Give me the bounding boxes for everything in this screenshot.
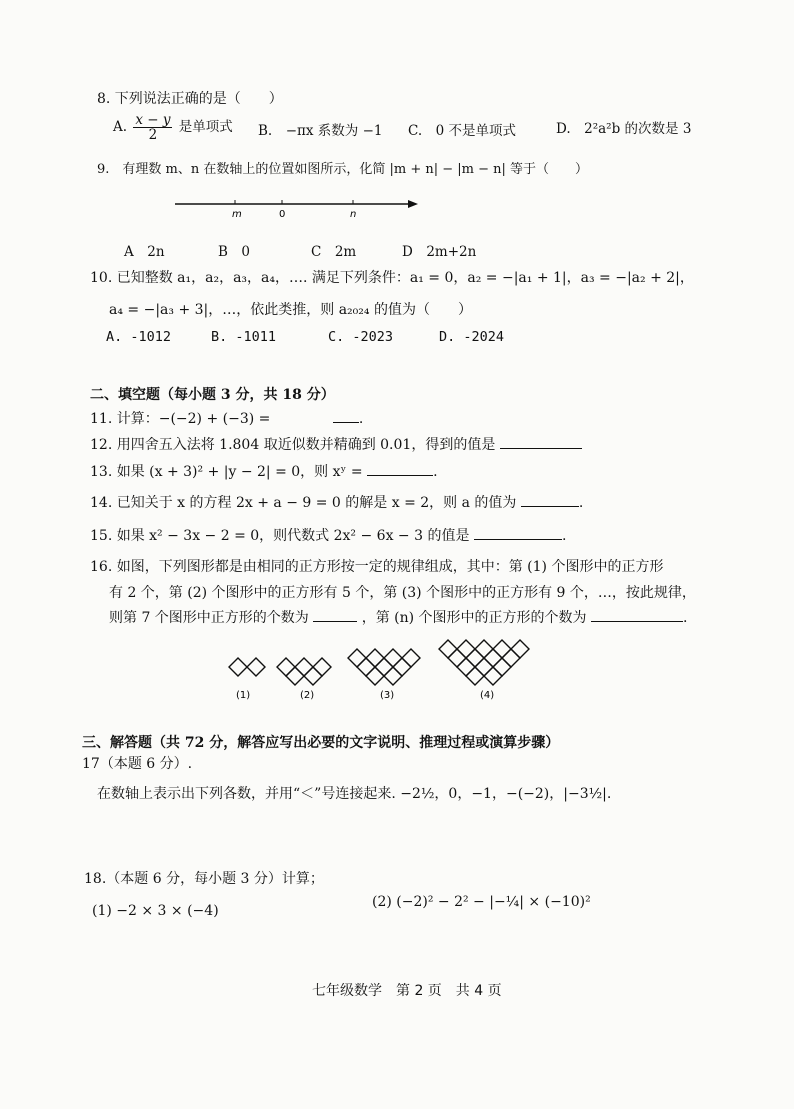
q8-option-a-fraction [133,113,172,142]
q18-part2: (2) (−2)² − 2² − |−¼| × (−10)² [372,894,591,910]
q10-option-d: D. -2024 [439,329,505,345]
fig-label-4: (4) [480,690,495,701]
q16-line2: 有 2 个，第 (2) 个图形中的正方形有 5 个，第 (3) 个图形中的正方形有 9 个，…，按此规律， [109,585,696,601]
q8-option-a-denominator: 2 [148,127,158,144]
q16-answer-blank-1[interactable] [313,609,357,622]
fig-label-3: (3) [380,690,395,701]
axis-label-0: 0 [279,209,286,220]
q8-option-a-numerator: x − y [135,112,171,128]
q10-option-a: A. -1012 [106,329,172,345]
q8-option-b: B. −πx 系数为 −1 [258,123,383,139]
q11-text: 11. 计算：−(−2) + (−3) = [90,411,271,427]
q16-line3: 则第 7 个图形中正方形的个数为 ，第 (n) 个图形中的正方形的个数为 . [109,610,688,626]
q11-answer-blank[interactable] [333,410,359,423]
q9-option-b: B 0 [218,244,251,260]
q17-body: 在数轴上表示出下列各数，并用“＜”号连接起来. −2½，0，−1，−(−2)，|−3½|. [97,786,612,802]
axis-label-m: m [232,209,242,220]
q13-text: 13. 如果 (x + 3)² + |y − 2| = 0，则 xʸ = [90,464,363,480]
q12 [90,434,582,454]
q9-stem: 9. 有理数 m、n 在数轴上的位置如图所示，化简 |m + n| − |m − n| 等于（ ） [97,162,589,177]
q14-answer-blank[interactable] [521,494,579,507]
q10-option-b: B. -1011 [211,329,277,345]
q13-answer-blank[interactable] [367,463,433,476]
q9-option-c: C 2m [311,244,357,260]
q14-text: 14. 已知关于 x 的方程 2x + a − 9 = 0 的解是 x = 2，则 a 的值为 [90,495,517,511]
q10-line1: 10. 已知整数 a₁，a₂，a₃，a₄，…. 满足下列条件：a₁ = 0，a₂ = −|a₁ + 1|，a₃ = −|a₂ + 2|， [90,270,694,286]
fig-label-1: (1) [236,690,251,701]
section3-title: 三、解答题（共 72 分，解答应写出必要的文字说明、推理过程或演算步骤） [82,735,560,751]
q8-option-a-label: A. [113,119,128,136]
q17-heading: 17（本题 6 分）. [82,756,193,772]
q15-answer-blank[interactable] [474,527,562,540]
q8-option-a [113,113,233,142]
q15-text: 15. 如果 x² − 3x − 2 = 0，则代数式 2x² − 6x − 3 的值是 [90,528,470,544]
q12-text: 12. 用四舍五入法将 1.804 取近似数并精确到 0.01，得到的值是 [90,437,496,453]
q9-option-d: D 2m+2n [402,244,477,260]
q9-number-line [170,194,420,220]
q12-answer-blank[interactable] [500,436,582,449]
q16-answer-blank-2[interactable] [591,609,683,622]
q18-heading: 18.（本题 6 分，每小题 3 分）计算； [84,871,324,887]
axis-label-n: n [350,209,357,220]
fig-label-2: (2) [300,690,315,701]
q16-square-pattern-figure [220,632,550,704]
q8-option-d: D. 2²a²b 的次数是 3 [556,121,692,137]
q16-line3-part1: 则第 7 个图形中正方形的个数为 [109,610,309,626]
q10-option-c: C. -2023 [328,329,394,345]
q14: 14. 已知关于 x 的方程 2x + a − 9 = 0 的解是 x = 2，则 a 的值为 . [90,495,584,511]
section2-title: 二、填空题（每小题 3 分，共 18 分） [90,387,335,403]
q16-line1: 16. 如图，下列图形都是由相同的正方形按一定的规律组成，其中：第 (1) 个图形中的正方形 [90,559,664,575]
q11: 11. 计算：−(−2) + (−3) = . [90,411,364,427]
q10-line2: a₄ = −|a₃ + 3|，…，依此类推，则 a₂₀₂₄ 的值为（ ） [109,302,472,318]
page-footer: 七年级数学 第 2 页 共 4 页 [312,983,502,999]
q16-line3-part2: ，第 (n) 个图形中的正方形的个数为 [361,610,587,626]
square-figures [229,640,529,685]
q15: 15. 如果 x² − 3x − 2 = 0，则代数式 2x² − 6x − 3 的值是 . [90,528,567,544]
q9-option-a: A 2n [124,244,165,260]
q18-part1: (1) −2 × 3 × (−4) [92,903,219,919]
q8-stem: 8. 下列说法正确的是（ ） [97,91,283,107]
q8-option-c: C. 0 不是单项式 [408,123,517,139]
q8-option-a-text: 是单项式 [178,119,233,136]
q13: 13. 如果 (x + 3)² + |y − 2| = 0，则 xʸ = . [90,464,438,480]
